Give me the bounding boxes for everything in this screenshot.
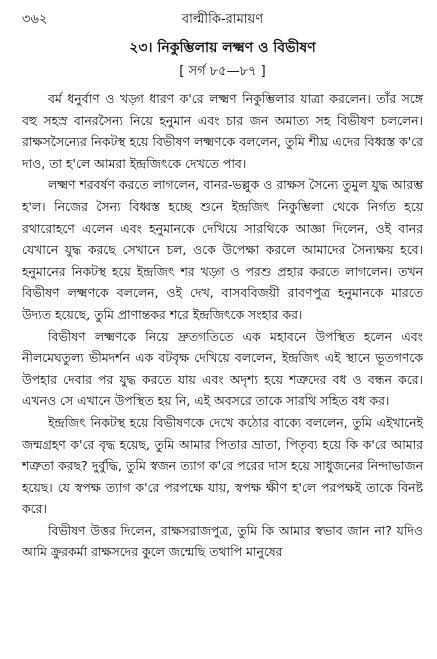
paragraph: ইন্দ্রজিৎ নিকটস্থ হয়ে বিভীষণকে দেখে কঠোর বাক্যে বললেন, তুমি এইখানেই জন্মগ্রহণ ক'রে বৃদ্ধ হয়েছ, তুমি আমার পিতার ভ্রাতা, পিতৃব্য হয়ে কি ক'রে আমার শত্রুতা করছ? দুর্বুদ্ধি, তুমি স্বজন ত্যাগ ক'রে পরের দাস হয়ে সাধুজনের নিন্দাভাজন হয়েছ। যে স্বপক্ষ ত্যাগ ক'রে পরপক্ষে যায়, স্বপক্ষ ক্ষীণ হ'লে পরপক্ষই তাকে বিনষ্ট করে। [22,414,423,517]
page-number: ৩৬২ [22,12,48,27]
body-text [22,88,423,563]
running-title: বাল্মীকি-রামায়ণ [181,12,264,27]
paragraph: বর্ম ধনুর্বাণ ও খড়্গ ধারণ ক'রে লক্ষ্মণ নিকুম্ভিলার যাত্রা করলেন। তাঁর সঙ্গে বহু সহস্র বানরসৈন্য নিয়ে হনুমান এবং চার জন অমাত্য সহ বিভীষণ চললেন। রাক্ষসসৈন্যের নিকটস্থ হয়ে বিভীষণ লক্ষ্মণকে বললেন, তুমি শীঘ্র এদের বিধ্বস্ত ক'রে দাও, তা হ'লে আমরা ইন্দ্রজিৎকে দেখতে পাব। [22,91,423,171]
chapter-title: ২৩। নিকুম্ভিলায় লক্ষ্মণ ও বিভীষণ [129,40,316,56]
paragraph: বিভীষণ লক্ষ্মণকে নিয়ে দ্রুতগতিতে এক মহাবনে উপস্থিত হলেন এবং নীলমেঘতুল্য ভীমদর্শন এক বটবৃক্ষ দেখিয়ে বললেন, ইন্দ্রজিৎ এই স্থানে ভূতগণকে উপহার দেবার পর যুদ্ধ করতে যায় এবং অদৃশ্য হয়ে শত্রুদের বধ ও বন্ধন করে। এখনও সে এখানে উপস্থিত হয় নি, এই অবসরে তাকে সারথি সহিত বধ কর। [22,328,423,409]
sarga-reference: [ সর্গ ৮৫—৮৭ ] [179,64,266,79]
paragraph: বিভীষণ উত্তর দিলেন, রাক্ষসরাজপুত্র, তুমি কি আমার স্বভাব জান না? যদিও আমি ক্রুরকর্মা রাক্ষসদের কুলে জন্মেছি তথাপি মানুষের [22,522,423,560]
paragraph: লক্ষ্মণ শরবর্ষণ করতে লাগলেন, বানর-ভল্লুক ও রাক্ষস সৈন্যে তুমুল যুদ্ধ আরম্ভ হ'ল। নিজের সৈন্য বিধ্বস্ত হচ্ছে শুনে ইন্দ্রজিৎ নিকুম্ভিলা থেকে নির্গত হয়ে রথারোহণে এলেন এবং হনুমানকে দেখিয়ে সারথিকে আজ্ঞা দিলেন, ওই বানর যেখানে যুদ্ধ করছে সেখানে চল, ওকে উপেক্ষা করলে আমাদের সৈন্যক্ষয় হবে। হনুমানের নিকটস্থ হয়ে ইন্দ্রজিৎ শর খড়্গ ও পরশু প্রহার করতে লাগলেন। তখন বিভীষণ লক্ষ্মণকে বললেন, ওই দেখ, বাসববিজয়ী রাবণপুত্র হনুমানকে মারতে উদ্যত হয়েছে, তুমি প্রাণান্তকর শরে ইন্দ্রজিৎকে সংহার কর। [22,177,423,322]
page-header [22,8,423,32]
